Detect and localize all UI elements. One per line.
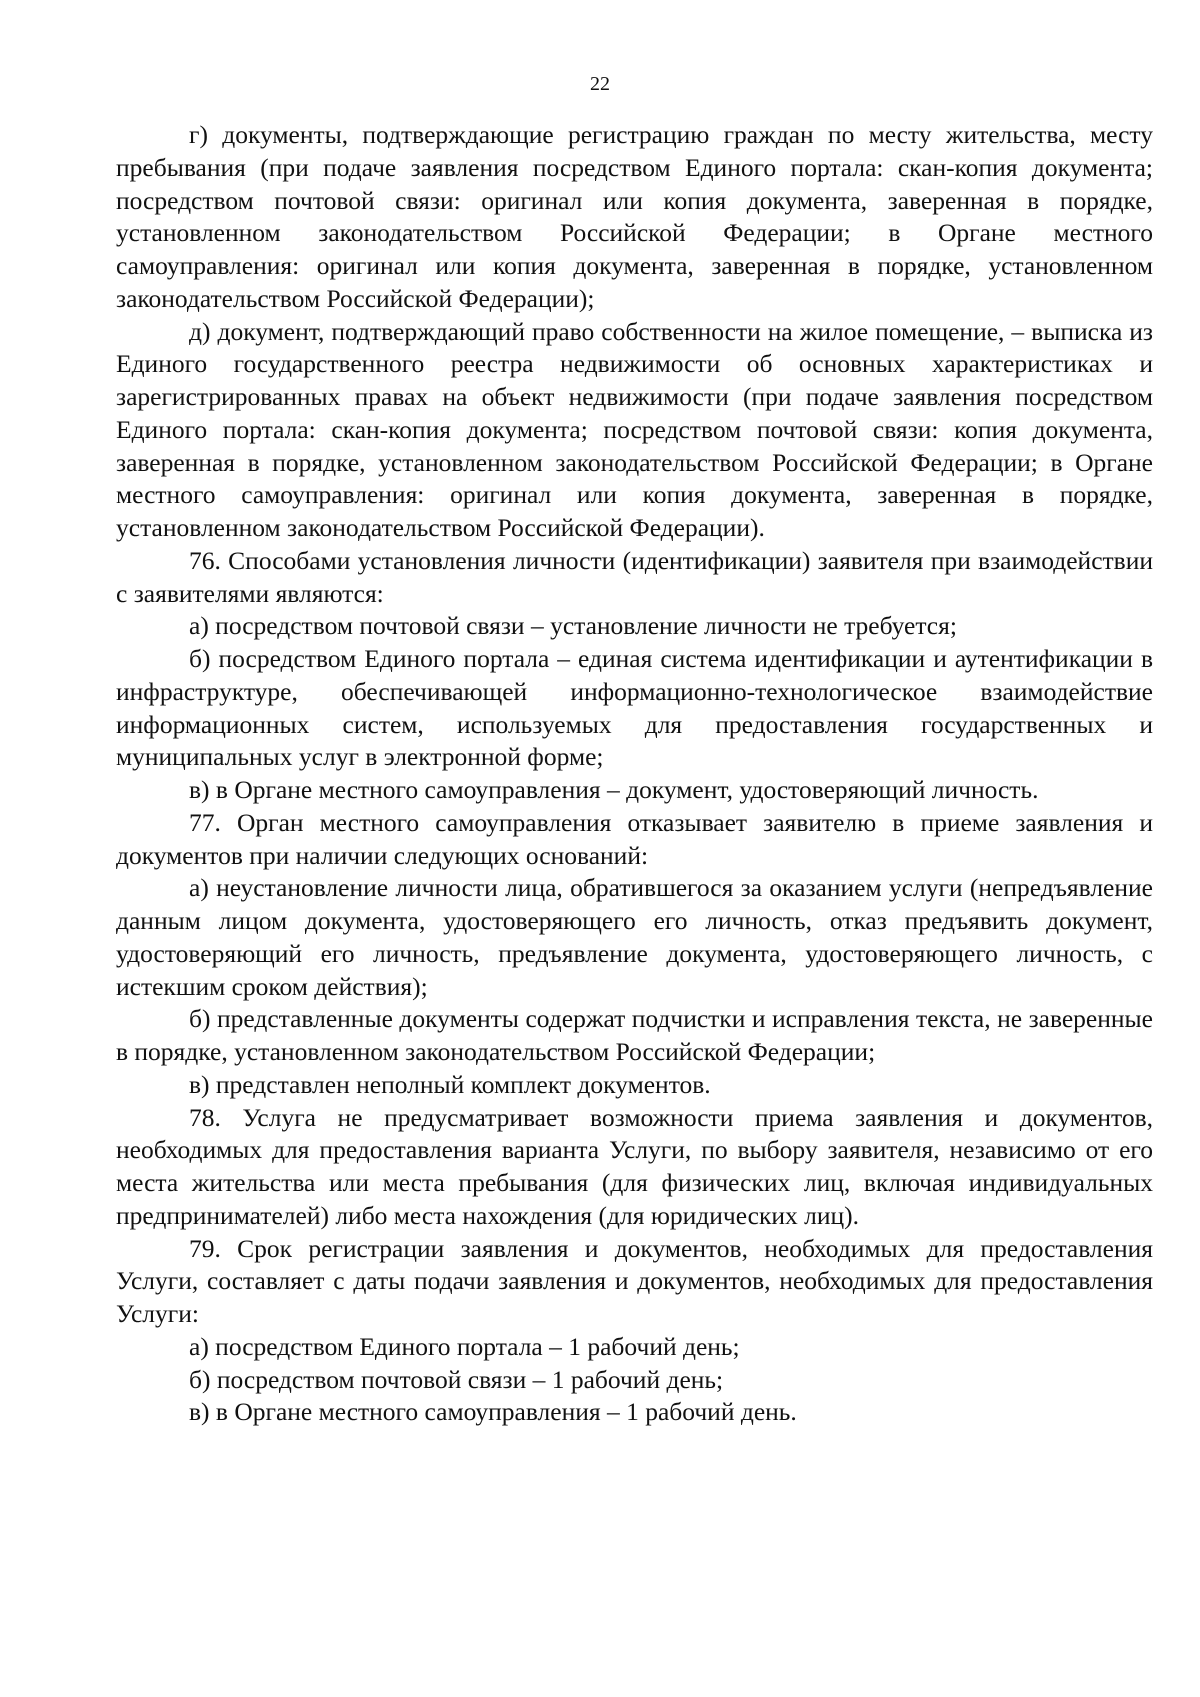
paragraph-76: 76. Способами установления личности (идентификации) заявителя при взаимодействии с заявителями являются:	[116, 545, 1153, 608]
paragraph-g-residence-documents: г) документы, подтверждающие регистрацию граждан по месту жительства, месту пребывания (при подаче заявления посредством Единого портала: скан-копия документа; посредством почтовой связи: оригинал или копия документа, заверенная в порядке, установленном законодательством Российской Федерации; в Органе местного самоуправления: оригинал или копия документа, заверенная в порядке, установленном законодательством Российской Федерации);	[116, 120, 1153, 313]
paragraph-76-a: а) посредством почтовой связи – установление личности не требуется;	[189, 611, 957, 641]
paragraph-76-b: б) посредством Единого портала – единая система идентификации и аутентификации в инфраструктуре, обеспечивающей информационно-технологическое взаимодействие информационных систем, используемых для предоставления государственных и муниципальных услуг в электронной форме;	[116, 644, 1153, 772]
paragraph-79-a: а) посредством Единого портала – 1 рабочий день;	[189, 1331, 740, 1361]
paragraph-d-ownership-document: д) документ, подтверждающий право собственности на жилое помещение, – выписка из Единого государственного реестра недвижимости об основных характеристиках и зарегистрированных правах на объект недвижимости (при подаче заявления посредством Единого портала: скан-копия документа; посредством почтовой связи: копия документа, заверенная в порядке, установленном законодательством Российской Федерации; в Органе местного самоуправления: оригинал или копия документа, заверенная в порядке, установленном законодательством Российской Федерации).	[116, 316, 1153, 542]
page-number: 22	[590, 73, 610, 95]
paragraph-79: 79. Срок регистрации заявления и документов, необходимых для предоставления Услуги, составляет с даты подачи заявления и документов, необходимых для предоставления Услуги:	[116, 1233, 1153, 1328]
paragraph-77-a: а) неустановление личности лица, обратившегося за оказанием услуги (непредъявление данным лицом документа, удостоверяющего его личность, отказ предъявить документ, удостоверяющий его личность, предъявление документа, удостоверяющего личность, с истекшим сроком действия);	[116, 873, 1153, 1001]
paragraph-77: 77. Орган местного самоуправления отказывает заявителю в приеме заявления и документов при наличии следующих оснований:	[116, 807, 1153, 870]
paragraph-79-b: б) посредством почтовой связи – 1 рабочий день;	[189, 1364, 724, 1394]
paragraph-76-v: в) в Органе местного самоуправления – документ, удостоверяющий личность.	[189, 775, 1039, 804]
paragraph-77-v: в) представлен неполный комплект документов.	[189, 1069, 711, 1099]
paragraph-78: 78. Услуга не предусматривает возможности приема заявления и документов, необходимых для предоставления варианта Услуги, по выбору заявителя, независимо от его места жительства или места пребывания (для физических лиц, включая индивидуальных предпринимателей) либо места нахождения (для юридических лиц).	[116, 1102, 1153, 1230]
document-body	[116, 119, 1153, 1429]
paragraph-79-v: в) в Органе местного самоуправления – 1 рабочий день.	[189, 1397, 797, 1427]
paragraph-77-b: б) представленные документы содержат подчистки и исправления текста, не заверенные в порядке, установленном законодательством Российской Федерации;	[116, 1004, 1153, 1066]
